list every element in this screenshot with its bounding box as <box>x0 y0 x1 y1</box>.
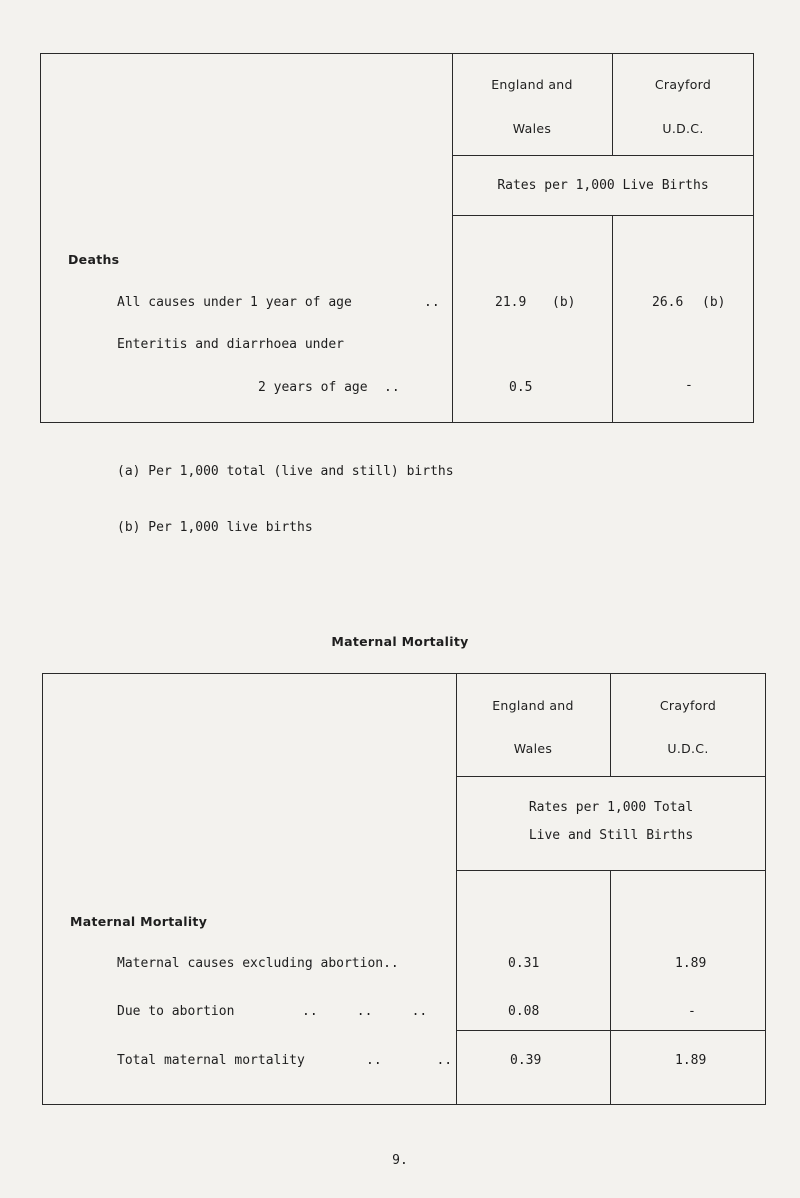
maternal-col-crayford-line1: Crayford <box>659 698 717 713</box>
infant-row-all-causes-ew-note: (b) <box>552 295 576 310</box>
infant-row-enteritis-ew: 0.5 <box>509 380 533 395</box>
infant-row-enteritis-label-1: Enteritis and diarrhoea under <box>117 337 344 352</box>
infant-table-header-rule-2 <box>452 215 754 216</box>
maternal-row-abortion-label: Due to abortion <box>117 1004 235 1019</box>
infant-row-enteritis-label-2: 2 years of age <box>258 380 368 395</box>
infant-row-all-causes-dots: .. <box>424 295 440 310</box>
infant-row-all-causes-ew: 21.9 <box>495 295 527 310</box>
maternal-table-col-divider-2b <box>610 870 611 1105</box>
infant-table-col-divider-1 <box>452 53 453 423</box>
infant-rates-header: Rates per 1,000 Live Births <box>497 178 709 193</box>
infant-table-col-divider-2b <box>612 215 613 423</box>
maternal-row-abortion-dots: .. .. .. <box>302 1004 428 1019</box>
infant-mortality-table <box>40 53 754 423</box>
maternal-table-col-divider-1 <box>456 673 457 1105</box>
maternal-row-total-ew: 0.39 <box>510 1053 542 1068</box>
infant-col-crayford-line1: Crayford <box>654 77 712 92</box>
maternal-table-total-rule <box>456 1030 766 1031</box>
page-number: 9. <box>392 1153 408 1168</box>
maternal-mortality-table <box>42 673 766 1105</box>
maternal-table-col-divider-2 <box>610 673 611 776</box>
maternal-col-ew-line2: Wales <box>513 741 553 756</box>
maternal-table-header-rule-1 <box>456 776 766 777</box>
maternal-row-total-label: Total maternal mortality <box>117 1053 305 1068</box>
maternal-section-label: Maternal Mortality <box>70 914 208 929</box>
infant-row-enteritis-dots: .. <box>384 380 400 395</box>
infant-row-all-causes-cr-note: (b) <box>702 295 726 310</box>
maternal-rates-header-line2: Live and Still Births <box>528 828 694 843</box>
infant-row-enteritis-cr: - <box>685 378 693 393</box>
maternal-mortality-title: Maternal Mortality <box>331 634 469 649</box>
infant-table-header-rule-1 <box>452 155 754 156</box>
infant-section-label: Deaths <box>68 252 120 267</box>
footnote-a: (a) Per 1,000 total (live and still) births <box>117 464 454 479</box>
maternal-row-abortion-ew: 0.08 <box>508 1004 540 1019</box>
maternal-row-excl-abortion-label: Maternal causes excluding abortion.. <box>117 956 399 971</box>
infant-table-col-divider-2 <box>612 53 613 155</box>
infant-col-ew-line1: England and <box>491 77 573 92</box>
infant-row-all-causes-cr: 26.6 <box>652 295 684 310</box>
maternal-row-total-dots: .. .. <box>366 1053 453 1068</box>
maternal-col-crayford-line2: U.D.C. <box>667 741 709 756</box>
maternal-rates-header-line1: Rates per 1,000 Total <box>528 800 694 815</box>
infant-col-crayford-line2: U.D.C. <box>662 121 704 136</box>
footnote-b: (b) Per 1,000 live births <box>117 520 313 535</box>
maternal-row-abortion-cr: - <box>688 1004 696 1019</box>
maternal-row-total-cr: 1.89 <box>675 1053 707 1068</box>
infant-row-all-causes-label: All causes under 1 year of age <box>117 295 352 310</box>
maternal-row-excl-abortion-cr: 1.89 <box>675 956 707 971</box>
infant-col-ew-line2: Wales <box>512 121 552 136</box>
maternal-col-ew-line1: England and <box>492 698 574 713</box>
maternal-table-header-rule-2 <box>456 870 766 871</box>
maternal-row-excl-abortion-ew: 0.31 <box>508 956 540 971</box>
